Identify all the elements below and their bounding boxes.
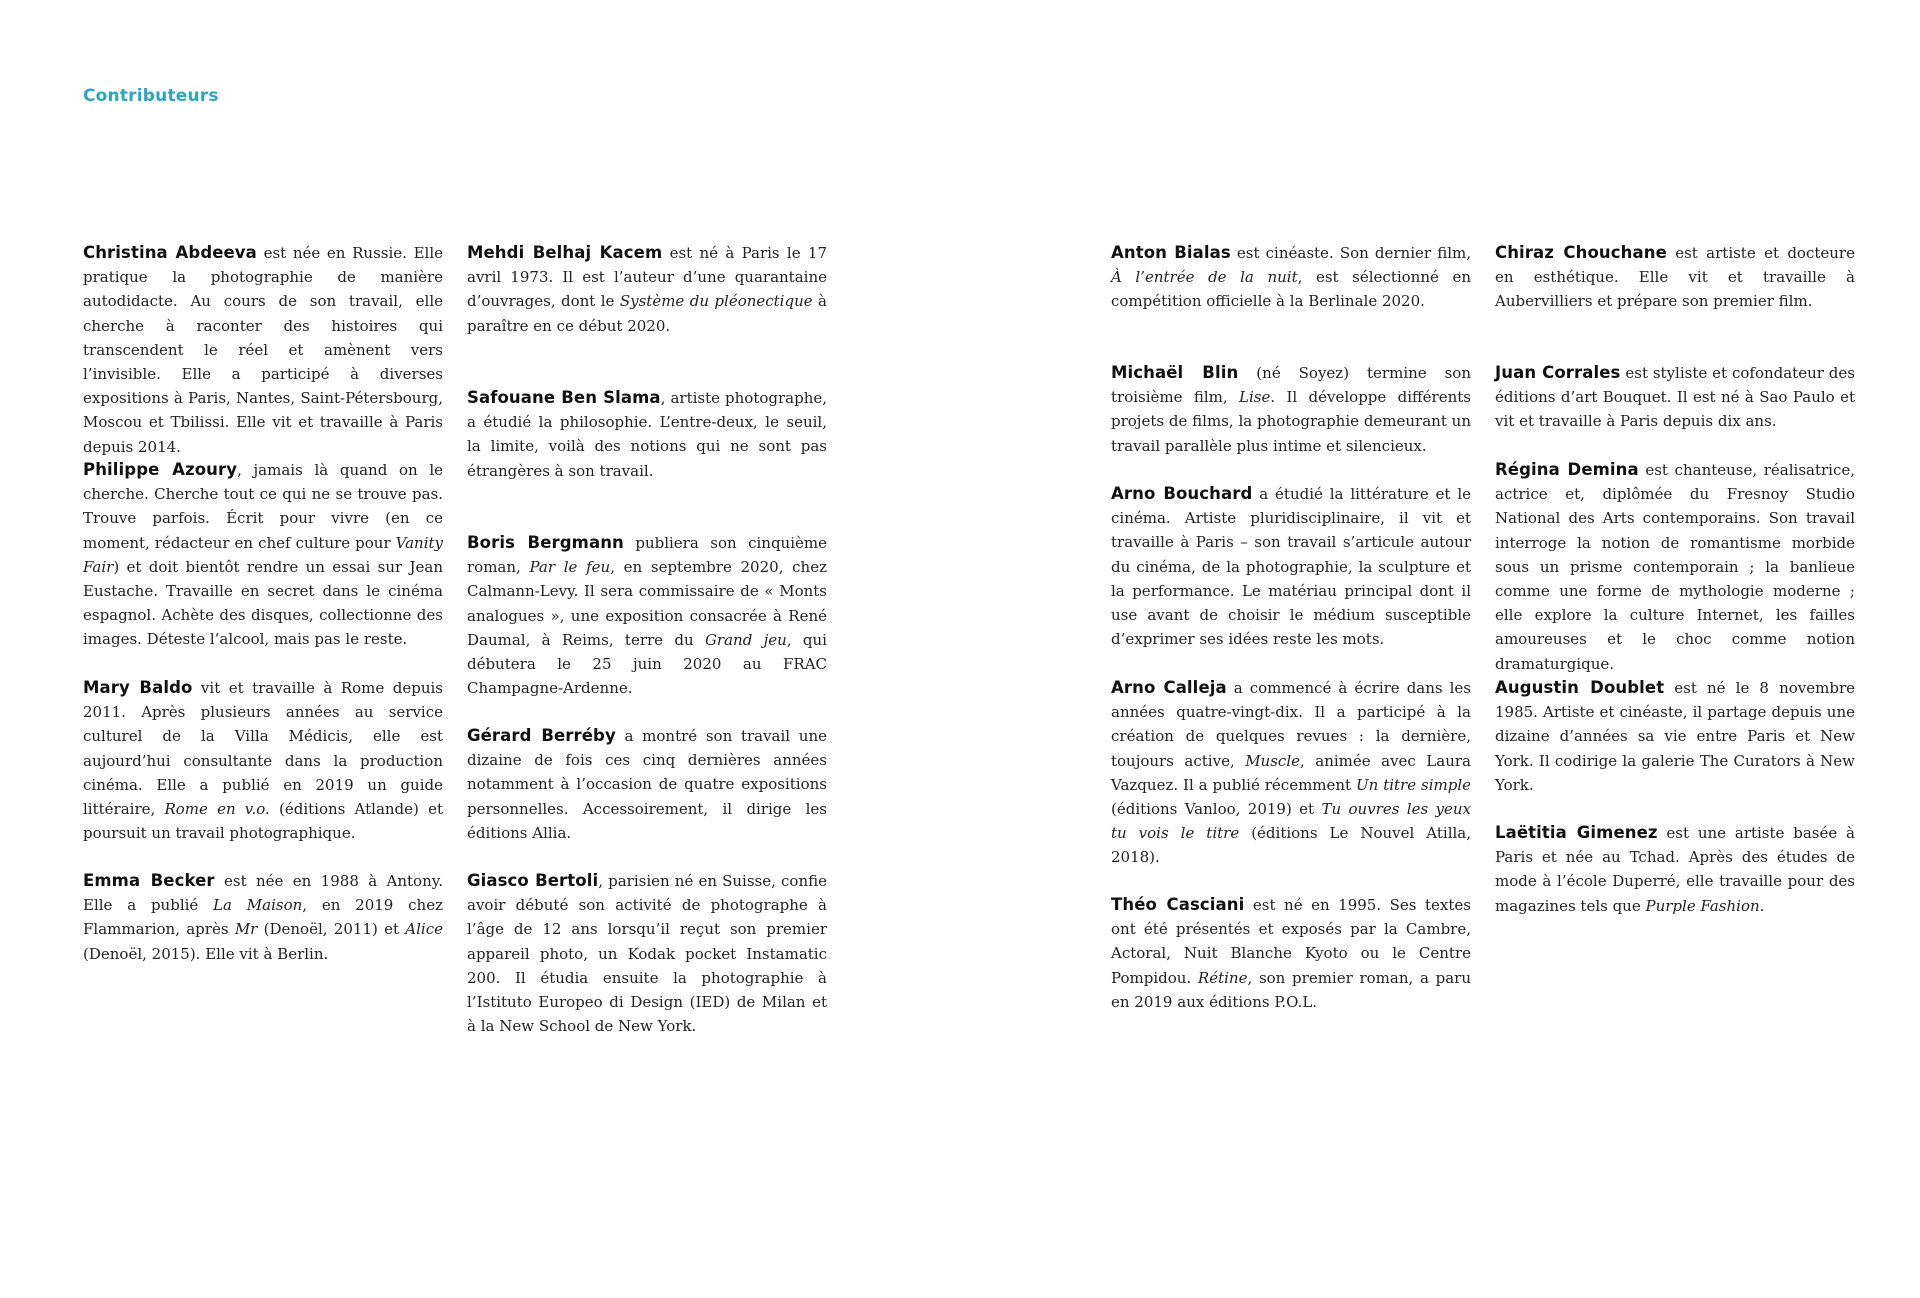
contributor-bio bbox=[1111, 241, 1471, 314]
contributor-bio bbox=[1111, 361, 1471, 458]
bio-title-italic: Alice bbox=[405, 920, 443, 939]
bio-text: . bbox=[1759, 896, 1765, 915]
contributor-name: Gérard Berréby bbox=[467, 726, 616, 745]
bio-text: est né en 1995. Ses textes ont été présentés et exposés par la Cambre, Actoral, Nuit Blanche Kyoto ou le Centre Pompidou. bbox=[1111, 896, 1471, 987]
contributor-bio bbox=[1111, 482, 1471, 651]
contributor-name: Boris Bergmann bbox=[467, 533, 624, 552]
bio-text: , qui débutera le 25 juin 2020 au FRAC Champagne-Ardenne. bbox=[467, 630, 827, 698]
bio-text: est artiste et docteure en esthétique. Elle vit et travaille à Aubervilliers et prépare son premier film. bbox=[1495, 244, 1855, 311]
bio-text: a commencé à écrire dans les années quatre-vingt-dix. Il a participé à la création de quelques revues : la dernière, toujours active, bbox=[1111, 679, 1471, 770]
contributor-bio bbox=[1495, 676, 1855, 797]
contributor-name: Théo Casciani bbox=[1111, 895, 1245, 914]
contributor-name: Emma Becker bbox=[83, 871, 215, 890]
contributor-bio bbox=[83, 869, 443, 966]
contributor-name: Mary Baldo bbox=[83, 678, 193, 697]
contributor-bio bbox=[467, 531, 827, 700]
contributor-bio bbox=[1111, 893, 1471, 1014]
bio-text: . Il développe différents projets de films, la photographie demeurant un travail parallèle plus intime et silencieux. bbox=[1111, 388, 1471, 455]
bio-title-italic: Système du pléonectique bbox=[619, 292, 813, 311]
bio-title-italic: Mr bbox=[234, 920, 258, 939]
contributor-name: Juan Corrales bbox=[1495, 363, 1621, 382]
bio-title-italic: Vanity Fair bbox=[83, 533, 443, 576]
contributor-name: Arno Bouchard bbox=[1111, 484, 1253, 503]
contributor-name: Anton Bialas bbox=[1111, 243, 1231, 262]
contributor-name: Mehdi Belhaj Kacem bbox=[467, 243, 663, 262]
bio-text: (Denoël, 2011) et bbox=[257, 920, 406, 939]
bio-text: , animée avec Laura Vazquez. Il a publié récemment bbox=[1111, 751, 1471, 794]
bio-title-italic: Par le feu bbox=[529, 558, 611, 577]
bio-text: , en septembre 2020, chez Calmann-Levy. Il sera commissaire de « Monts analogues », une exposition consacrée à René Daumal, à Reims, terre du bbox=[467, 558, 827, 649]
contributor-name: Michaël Blin bbox=[1111, 363, 1239, 382]
bio-text: , est sélectionné en compétition officielle à la Berlinale 2020. bbox=[1111, 268, 1472, 311]
contributor-name: Chiraz Chouchane bbox=[1495, 243, 1667, 262]
bio-text: est né le 8 novembre 1985. Artiste et cinéaste, il partage depuis une dizaine d’années sa vie entre Paris et New York. Il codirige la galerie The Curators à New York. bbox=[1495, 679, 1855, 794]
bio-text: est styliste et cofondateur des éditions d’art Bouquet. Il est né à Sao Paulo et vit et travaille à Paris depuis dix ans. bbox=[1495, 364, 1855, 431]
contributor-name: Philippe Azoury bbox=[83, 460, 238, 479]
bio-title-italic: La Maison bbox=[213, 896, 303, 915]
contributor-bio bbox=[1495, 241, 1855, 314]
bio-text: (Denoël, 2015). Elle vit à Berlin. bbox=[83, 944, 329, 963]
bio-text: est née en 1988 à Antony. Elle a publié bbox=[83, 872, 444, 915]
contributor-name: Régina Demina bbox=[1495, 460, 1639, 479]
contributor-bio bbox=[467, 869, 827, 1038]
contributor-bio bbox=[467, 724, 827, 845]
contributor-name: Christina Abdeeva bbox=[83, 243, 257, 262]
section-title: Contributeurs bbox=[83, 86, 219, 106]
bio-text: publiera son cinquième roman, bbox=[467, 534, 827, 577]
contributor-bio bbox=[1495, 458, 1855, 676]
bio-text: est né à Paris le 17 avril 1973. Il est l’auteur d’une quarantaine d’ouvrages, dont le bbox=[467, 244, 827, 311]
bio-title-italic: Grand jeu bbox=[704, 630, 787, 649]
bio-title-italic: Rome en v.o. bbox=[164, 800, 270, 819]
bio-text: (né Soyez) termine son troisième film, bbox=[1111, 364, 1471, 407]
contributor-bio bbox=[83, 458, 443, 652]
contributor-bio bbox=[467, 241, 827, 338]
bio-title-italic: Rétine bbox=[1197, 968, 1248, 987]
contributor-bio bbox=[83, 241, 443, 459]
bio-text: à paraître en ce début 2020. bbox=[467, 292, 827, 335]
bio-text: , parisien né en Suisse, confie avoir débuté son activité de photographe à l’âge de 12 ans lorsqu’il reçut son premier appareil photo, un Kodak pocket Instamatic 200. Il étudia ensuite la photographie à l’Istituto Europeo di Design (IED) de Milan et à la New School de New York. bbox=[467, 872, 827, 1036]
bio-text: (éditions Vanloo, 2019) et bbox=[1111, 800, 1322, 819]
bio-text: (éditions Le Nouvel Atilla, 2018). bbox=[1111, 824, 1471, 867]
contributor-bio bbox=[1111, 676, 1471, 870]
bio-text: , son premier roman, a paru en 2019 aux éditions P.O.L. bbox=[1111, 968, 1471, 1011]
bio-text: vit et travaille à Rome depuis 2011. Après plusieurs années au service culturel de la Villa Médicis, elle est aujourd’hui consultante dans la production cinéma. Elle a publié en 2019 un guide littéraire, bbox=[83, 679, 443, 819]
bio-text: , en 2019 chez Flammarion, après bbox=[83, 896, 443, 939]
contributor-bio bbox=[83, 676, 443, 845]
bio-text: a montré son travail une dizaine de fois ces cinq dernières années notamment à l’occasion de quatre expositions personnelles. Accessoirement, il dirige les éditions Allia. bbox=[467, 727, 827, 842]
bio-text: est née en Russie. Elle pratique la photographie de manière autodidacte. Au cours de son travail, elle cherche à raconter des histoires qui transcendent le réel et amènent vers l’invisible. Elle a participé à diverses expositions à Paris, Nantes, Saint-Pétersbourg, Moscou et Tbilissi. Elle vit et travaille à Paris depuis 2014. bbox=[83, 244, 443, 456]
bio-title-italic: Purple Fashion bbox=[1645, 896, 1760, 915]
bio-title-italic: À l’entrée de la nuit bbox=[1111, 268, 1298, 287]
bio-text: (éditions Atlande) et poursuit un travail photographique. bbox=[83, 800, 443, 843]
bio-text: ) et doit bientôt rendre un essai sur Jean Eustache. Travaille en secret dans le cinéma espagnol. Achète des disques, collectionne des images. Déteste l’alcool, mais pas le reste. bbox=[83, 557, 443, 649]
bio-title-italic: Tu ouvres les yeux tu vois le titre bbox=[1111, 800, 1471, 843]
contributor-bio bbox=[1495, 821, 1855, 918]
contributor-name: Giasco Bertoli bbox=[467, 871, 599, 890]
bio-title-italic: Muscle bbox=[1245, 751, 1300, 770]
bio-text: a étudié la littérature et le cinéma. Artiste pluridisciplinaire, il vit et travaille à Paris – son travail s’articule autour du cinéma, de la photographie, la sculpture et la performance. Le matériau principal dont il use avant de choisir le médium susceptible d’exprimer ses idées reste les mots. bbox=[1111, 485, 1471, 649]
bio-title-italic: Un titre simple bbox=[1355, 775, 1471, 794]
contributor-name: Augustin Doublet bbox=[1495, 678, 1665, 697]
contributor-name: Safouane Ben Slama bbox=[467, 388, 661, 407]
contributor-bio bbox=[1495, 361, 1855, 434]
bio-text: est cinéaste. Son dernier film, bbox=[1230, 244, 1471, 262]
bio-title-italic: Lise bbox=[1239, 388, 1271, 407]
bio-text: , jamais là quand on le cherche. Cherche tout ce qui ne se trouve pas. Trouve parfois. Écrit pour vivre (en ce moment, rédacteur en chef culture pour bbox=[83, 461, 443, 552]
bio-text: est une artiste basée à Paris et née au Tchad. Après des études de mode à l’école Duperré, elle travaille pour des magazines tels que bbox=[1495, 824, 1856, 915]
contributor-name: Arno Calleja bbox=[1111, 678, 1227, 697]
contributor-bio bbox=[467, 386, 827, 483]
contributor-name: Laëtitia Gimenez bbox=[1495, 823, 1658, 842]
bio-text: , artiste photographe, a étudié la philosophie. L’entre-deux, le seuil, la limite, voilà des notions qui ne sont pas étrangères à son travail. bbox=[467, 389, 827, 480]
bio-text: est chanteuse, réalisatrice, actrice et, diplômée du Fresnoy Studio National des Arts contemporains. Son travail interroge la notion de romantisme morbide sous un prisme contemporain ; la banlieue comme une forme de mythologie moderne ; elle explore la culture Internet, les failles amoureuses et le choc comme notion dramaturgique. bbox=[1495, 461, 1856, 673]
